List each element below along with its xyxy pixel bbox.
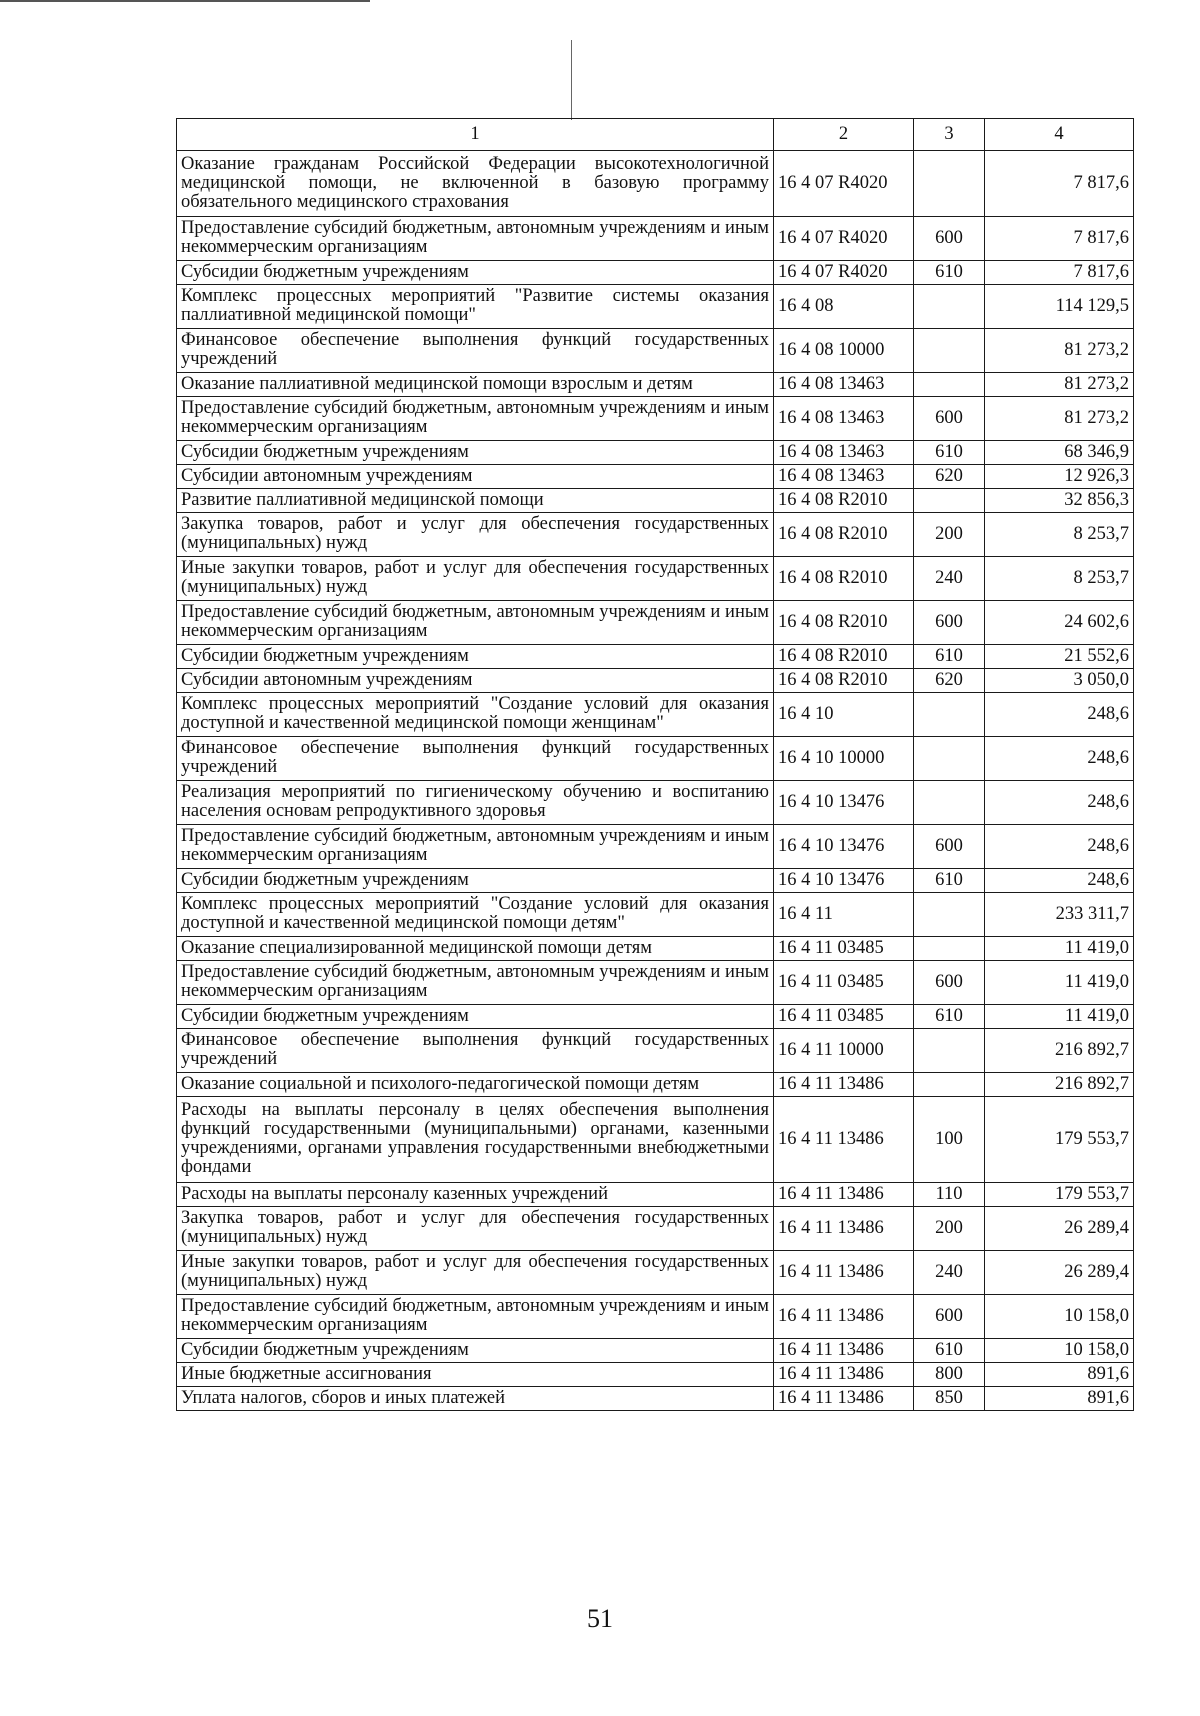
row-code: 16 4 11 03485: [774, 961, 914, 1005]
row-name: Закупка товаров, работ и услуг для обеспечения государственных (муниципальных) нужд: [177, 513, 774, 557]
table-row: [177, 893, 1134, 937]
row-name: Предоставление субсидий бюджетным, автономным учреждениям и иным некоммерческим организациям: [177, 961, 774, 1005]
row-amount: 81 273,2: [985, 329, 1134, 373]
row-code: 16 4 11 13486: [774, 1251, 914, 1295]
row-code: 16 4 11 13486: [774, 1295, 914, 1339]
row-amount: 32 856,3: [985, 489, 1134, 513]
row-name: Уплата налогов, сборов и иных платежей: [177, 1387, 774, 1411]
table-row: [177, 693, 1134, 737]
row-code: 16 4 08 R2010: [774, 645, 914, 669]
table-row: [177, 1295, 1134, 1339]
row-expense-type: [914, 1073, 985, 1097]
row-expense-type: [914, 151, 985, 217]
row-code: 16 4 10 10000: [774, 737, 914, 781]
row-code: 16 4 10: [774, 693, 914, 737]
row-amount: 891,6: [985, 1387, 1134, 1411]
row-code: 16 4 11 13486: [774, 1339, 914, 1363]
table-row: [177, 1183, 1134, 1207]
row-code: 16 4 08 R2010: [774, 489, 914, 513]
table-row: [177, 465, 1134, 489]
row-name: Субсидии автономным учреждениям: [177, 465, 774, 489]
row-expense-type: [914, 937, 985, 961]
row-name: Расходы на выплаты персоналу в целях обеспечения выполнения функций государственными (муниципальными) органами, казенными учреждениями, органами управления государственными внебюджетными фондами: [177, 1097, 774, 1183]
column-header-1: 1: [177, 119, 774, 151]
row-amount: 248,6: [985, 825, 1134, 869]
scan-top-edge-line: [0, 0, 370, 2]
row-code: 16 4 08 R2010: [774, 601, 914, 645]
row-name: Комплекс процессных мероприятий "Создание условий для оказания доступной и качественной медицинской помощи женщинам": [177, 693, 774, 737]
table-row: [177, 151, 1134, 217]
table-row: [177, 489, 1134, 513]
row-code: 16 4 11 13486: [774, 1183, 914, 1207]
row-expense-type: [914, 285, 985, 329]
row-amount: 8 253,7: [985, 513, 1134, 557]
row-code: 16 4 08 10000: [774, 329, 914, 373]
row-amount: 248,6: [985, 737, 1134, 781]
row-amount: 11 419,0: [985, 1005, 1134, 1029]
row-expense-type: 600: [914, 397, 985, 441]
table-row: [177, 1363, 1134, 1387]
row-amount: 12 926,3: [985, 465, 1134, 489]
row-amount: 7 817,6: [985, 261, 1134, 285]
row-amount: 216 892,7: [985, 1073, 1134, 1097]
row-name: Иные закупки товаров, работ и услуг для обеспечения государственных (муниципальных) нужд: [177, 1251, 774, 1295]
row-name: Оказание специализированной медицинской помощи детям: [177, 937, 774, 961]
row-name: Оказание социальной и психолого-педагогической помощи детям: [177, 1073, 774, 1097]
row-expense-type: [914, 489, 985, 513]
row-expense-type: 200: [914, 1207, 985, 1251]
row-code: 16 4 08 13463: [774, 465, 914, 489]
row-name: Субсидии бюджетным учреждениям: [177, 645, 774, 669]
row-expense-type: 610: [914, 1005, 985, 1029]
row-code: 16 4 10 13476: [774, 781, 914, 825]
row-name: Субсидии бюджетным учреждениям: [177, 1005, 774, 1029]
row-amount: 7 817,6: [985, 151, 1134, 217]
row-name: Предоставление субсидий бюджетным, автономным учреждениям и иным некоммерческим организациям: [177, 397, 774, 441]
row-amount: 68 346,9: [985, 441, 1134, 465]
table-row: [177, 373, 1134, 397]
table-row: [177, 1339, 1134, 1363]
row-code: 16 4 08 13463: [774, 373, 914, 397]
row-expense-type: 110: [914, 1183, 985, 1207]
row-name: Субсидии бюджетным учреждениям: [177, 261, 774, 285]
row-amount: 248,6: [985, 693, 1134, 737]
row-code: 16 4 10 13476: [774, 825, 914, 869]
table-row: [177, 557, 1134, 601]
row-code: 16 4 07 R4020: [774, 217, 914, 261]
row-expense-type: 620: [914, 669, 985, 693]
table-row: [177, 1387, 1134, 1411]
row-amount: 179 553,7: [985, 1097, 1134, 1183]
table-row: [177, 1005, 1134, 1029]
row-code: 16 4 08 13463: [774, 441, 914, 465]
row-expense-type: 610: [914, 261, 985, 285]
table-row: [177, 285, 1134, 329]
row-code: 16 4 11 13486: [774, 1363, 914, 1387]
row-expense-type: 600: [914, 601, 985, 645]
row-expense-type: 240: [914, 1251, 985, 1295]
row-expense-type: 620: [914, 465, 985, 489]
row-name: Оказание паллиативной медицинской помощи взрослым и детям: [177, 373, 774, 397]
row-name: Иные закупки товаров, работ и услуг для обеспечения государственных (муниципальных) нужд: [177, 557, 774, 601]
row-name: Субсидии бюджетным учреждениям: [177, 441, 774, 465]
row-name: Предоставление субсидий бюджетным, автономным учреждениям и иным некоммерческим организациям: [177, 601, 774, 645]
row-amount: 7 817,6: [985, 217, 1134, 261]
table-row: [177, 961, 1134, 1005]
table-row: [177, 825, 1134, 869]
budget-table: [176, 118, 1134, 1411]
row-expense-type: 600: [914, 825, 985, 869]
row-code: 16 4 08: [774, 285, 914, 329]
row-code: 16 4 11 10000: [774, 1029, 914, 1073]
row-amount: 10 158,0: [985, 1295, 1134, 1339]
row-name: Оказание гражданам Российской Федерации высокотехнологичной медицинской помощи, не включенной в базовую программу обязательного медицинского страхования: [177, 151, 774, 217]
row-name: Финансовое обеспечение выполнения функций государственных учреждений: [177, 1029, 774, 1073]
row-code: 16 4 11 03485: [774, 1005, 914, 1029]
table-row: [177, 1029, 1134, 1073]
row-amount: 3 050,0: [985, 669, 1134, 693]
row-code: 16 4 11: [774, 893, 914, 937]
table-row: [177, 261, 1134, 285]
table-header-row: [177, 119, 1134, 151]
row-code: 16 4 07 R4020: [774, 261, 914, 285]
row-code: 16 4 11 13486: [774, 1207, 914, 1251]
row-amount: 81 273,2: [985, 397, 1134, 441]
row-expense-type: [914, 893, 985, 937]
row-name: Развитие паллиативной медицинской помощи: [177, 489, 774, 513]
row-amount: 24 602,6: [985, 601, 1134, 645]
row-name: Предоставление субсидий бюджетным, автономным учреждениям и иным некоммерческим организациям: [177, 1295, 774, 1339]
row-amount: 26 289,4: [985, 1207, 1134, 1251]
row-code: 16 4 07 R4020: [774, 151, 914, 217]
table-row: [177, 601, 1134, 645]
row-expense-type: 800: [914, 1363, 985, 1387]
row-amount: 233 311,7: [985, 893, 1134, 937]
row-code: 16 4 11 03485: [774, 937, 914, 961]
row-expense-type: 610: [914, 869, 985, 893]
row-expense-type: [914, 781, 985, 825]
row-name: Финансовое обеспечение выполнения функций государственных учреждений: [177, 737, 774, 781]
row-expense-type: 600: [914, 217, 985, 261]
row-amount: 81 273,2: [985, 373, 1134, 397]
table-row: [177, 737, 1134, 781]
row-expense-type: 850: [914, 1387, 985, 1411]
row-name: Закупка товаров, работ и услуг для обеспечения государственных (муниципальных) нужд: [177, 1207, 774, 1251]
table-row: [177, 869, 1134, 893]
row-amount: 248,6: [985, 869, 1134, 893]
page-number: 51: [587, 1604, 613, 1633]
row-name: Финансовое обеспечение выполнения функций государственных учреждений: [177, 329, 774, 373]
row-name: Субсидии бюджетным учреждениям: [177, 1339, 774, 1363]
row-amount: 248,6: [985, 781, 1134, 825]
table-row: [177, 513, 1134, 557]
row-code: 16 4 11 13486: [774, 1097, 914, 1183]
row-name: Расходы на выплаты персоналу казенных учреждений: [177, 1183, 774, 1207]
row-amount: 26 289,4: [985, 1251, 1134, 1295]
row-code: 16 4 08 13463: [774, 397, 914, 441]
row-expense-type: 200: [914, 513, 985, 557]
column-header-2: 2: [774, 119, 914, 151]
row-amount: 11 419,0: [985, 937, 1134, 961]
table-row: [177, 1207, 1134, 1251]
column-header-4: 4: [985, 119, 1134, 151]
row-amount: 8 253,7: [985, 557, 1134, 601]
row-amount: 21 552,6: [985, 645, 1134, 669]
row-code: 16 4 11 13486: [774, 1387, 914, 1411]
row-name: Предоставление субсидий бюджетным, автономным учреждениям и иным некоммерческим организациям: [177, 217, 774, 261]
table-row: [177, 329, 1134, 373]
row-code: 16 4 08 R2010: [774, 557, 914, 601]
row-name: Субсидии бюджетным учреждениям: [177, 869, 774, 893]
row-expense-type: 100: [914, 1097, 985, 1183]
table-row: [177, 669, 1134, 693]
row-expense-type: 600: [914, 1295, 985, 1339]
row-expense-type: 610: [914, 645, 985, 669]
row-expense-type: [914, 373, 985, 397]
row-amount: 10 158,0: [985, 1339, 1134, 1363]
row-expense-type: [914, 329, 985, 373]
table-row: [177, 397, 1134, 441]
row-name: Реализация мероприятий по гигиеническому обучению и воспитанию населения основам репродуктивного здоровья: [177, 781, 774, 825]
table-body: [177, 151, 1134, 1411]
row-code: 16 4 10 13476: [774, 869, 914, 893]
table-row: [177, 781, 1134, 825]
row-expense-type: [914, 693, 985, 737]
row-name: Комплекс процессных мероприятий "Создание условий для оказания доступной и качественной медицинской помощи детям": [177, 893, 774, 937]
row-expense-type: 610: [914, 1339, 985, 1363]
row-expense-type: 610: [914, 441, 985, 465]
row-code: 16 4 08 R2010: [774, 669, 914, 693]
table-row: [177, 1251, 1134, 1295]
row-expense-type: [914, 737, 985, 781]
fold-mark: [571, 40, 572, 120]
row-expense-type: [914, 1029, 985, 1073]
row-expense-type: 240: [914, 557, 985, 601]
table-row: [177, 1097, 1134, 1183]
row-amount: 114 129,5: [985, 285, 1134, 329]
row-code: 16 4 08 R2010: [774, 513, 914, 557]
row-amount: 11 419,0: [985, 961, 1134, 1005]
row-code: 16 4 11 13486: [774, 1073, 914, 1097]
row-expense-type: 600: [914, 961, 985, 1005]
row-amount: 216 892,7: [985, 1029, 1134, 1073]
table-row: [177, 217, 1134, 261]
row-name: Комплекс процессных мероприятий "Развитие системы оказания паллиативной медицинской помощи": [177, 285, 774, 329]
row-amount: 179 553,7: [985, 1183, 1134, 1207]
row-name: Иные бюджетные ассигнования: [177, 1363, 774, 1387]
row-amount: 891,6: [985, 1363, 1134, 1387]
table-row: [177, 645, 1134, 669]
table-row: [177, 1073, 1134, 1097]
table-row: [177, 937, 1134, 961]
column-header-3: 3: [914, 119, 985, 151]
row-name: Субсидии автономным учреждениям: [177, 669, 774, 693]
table-row: [177, 441, 1134, 465]
row-name: Предоставление субсидий бюджетным, автономным учреждениям и иным некоммерческим организациям: [177, 825, 774, 869]
